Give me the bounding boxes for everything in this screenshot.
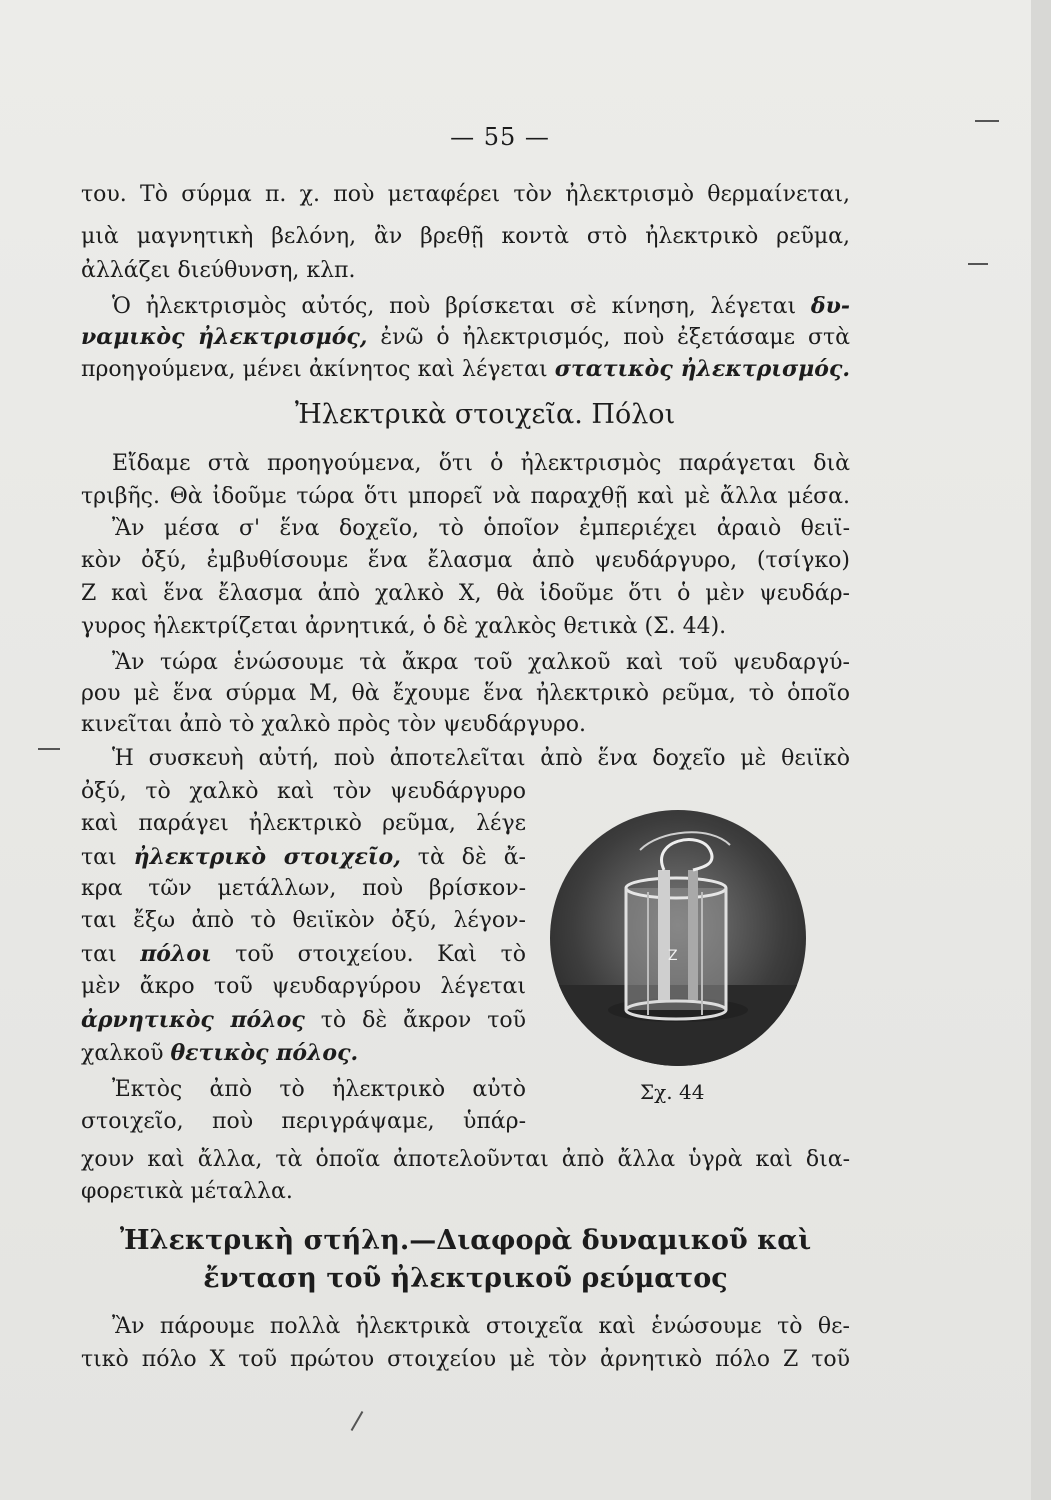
text-span: τὸ δὲ ἄκρον τοῦ [320,1008,526,1033]
text-span: Ὁ ἠλεκτρισμὸς αὐτός, ποὺ βρίσκεται σὲ κίνηση, λέγεται [112,294,797,319]
text-line: ρου μὲ ἕνα σύρμα Μ, θὰ ἔχουμε ἕνα ἠλεκτρικὸ ρεῦμα, τὸ ὁποῖο [81,681,850,706]
text-line: καὶ παράγει ἠλεκτρικὸ ρεῦμα, λέγε [81,811,526,836]
battery-cell-illustration [550,810,806,1066]
margin-mark [975,120,999,122]
text-line: κρα τῶν μετάλλων, ποὺ βρίσκον- [81,876,526,901]
text-line: χουν καὶ ἄλλα, τὰ ὁποῖα ἀποτελοῦνται ἀπὸ ἄλλα ὑγρὰ καὶ δια- [81,1147,850,1172]
text-line: Ἂν τώρα ἑνώσουμε τὰ ἄκρα τοῦ χαλκοῦ καὶ τοῦ ψευδαργύ- [112,650,850,675]
text-line: μιὰ μαγνητικὴ βελόνη, ἂν βρεθῇ κοντὰ στὸ ἠλεκτρικὸ ρεῦμα, [81,224,850,249]
text-line [81,1005,526,1036]
page-number: — 55 — [450,123,550,151]
text-line: τριβῆς. Θὰ ἰδοῦμε τώρα ὅτι μπορεῖ νὰ παραχθῇ καὶ μὲ ἄλλα μέσα. [81,484,850,509]
text-line: Ἂν πάρουμε πολλὰ ἠλεκτρικὰ στοιχεῖα καὶ ἑνώσουμε τὸ θε- [112,1314,850,1339]
margin-mark [38,748,60,750]
text-span: ται [81,942,117,967]
text-line: Ζ καὶ ἕνα ἔλασμα ἀπὸ χαλκὸ Χ, θὰ ἰδοῦμε ὅτι ὁ μὲν ψευδάρ- [81,581,850,606]
margin-mark [968,263,988,265]
term: ναμικὸς ἠλεκτρισμός, [81,324,368,350]
text-line: στοιχεῖο, ποὺ περιγράψαμε, ὑπάρ- [81,1109,526,1134]
text-line [81,939,526,970]
text-line: μὲν ἄκρο τοῦ ψευδαργύρου λέγεται [81,974,526,999]
text-line: ται ἔξω ἀπὸ τὸ θειϊκὸν ὀξύ, λέγον- [81,908,526,933]
margin-mark [351,1411,364,1431]
section-heading: Ἠλεκτρικὴ στήλη.—Διαφορὰ δυναμικοῦ καὶ [119,1225,812,1256]
term: θετικὸς πόλος. [170,1040,359,1066]
text-line [81,1038,526,1069]
page-edge [1031,0,1051,1500]
text-line: Ἡ συσκευὴ αὐτή, ποὺ ἀποτελεῖται ἀπὸ ἕνα δοχεῖο μὲ θειϊκὸ [112,746,850,771]
term: στατικὸς ἠλεκτρισμός. [554,356,850,382]
term: δυ- [810,293,850,319]
text-line: ἀλλάζει διεύθυνση, κλπ. [81,258,356,283]
term: ἀρνητικὸς πόλος [81,1007,305,1033]
text-span: τὰ δὲ ἄ- [417,845,526,870]
text-line: κὸν ὀξύ, ἐμβυθίσουμε ἕνα ἔλασμα ἀπὸ ψευδάργυρο, (τσίγκο) [81,548,850,573]
text-line [81,322,850,353]
section-heading: Ἠλεκτρικὰ στοιχεῖα. Πόλοι [294,399,676,430]
text-line: Ἂν μέσα σ' ἕνα δοχεῖο, τὸ ὁποῖον ἐμπεριέχει ἀραιὸ θειϊ- [112,516,850,541]
figure-caption: Σχ. 44 [640,1080,705,1104]
term: ἠλεκτρικὸ στοιχεῖο, [133,844,401,870]
text-line: Εἴδαμε στὰ προηγούμενα, ὅτι ὁ ἠλεκτρισμὸς παράγεται διὰ [112,451,850,476]
figure-battery-cell [550,810,806,1066]
text-line [112,291,850,322]
section-heading: ἔνταση τοῦ ἠλεκτρικοῦ ρεύματος [203,1263,728,1294]
term: πόλοι [140,941,212,967]
text-span: χαλκοῦ [81,1041,164,1066]
text-line: φορετικὰ μέταλλα. [81,1179,293,1204]
text-span: ται [81,845,117,870]
text-line: κινεῖται ἀπὸ τὸ χαλκὸ πρὸς τὸν ψευδάργυρο. [81,712,586,737]
text-span: προηγούμενα, μένει ἀκίνητος καὶ λέγεται [81,357,548,382]
text-line [81,842,526,873]
svg-text:Z: Z [668,948,678,964]
text-line: γυρος ἠλεκτρίζεται ἀρνητικά, ὁ δὲ χαλκὸς θετικὰ (Σ. 44). [81,614,727,639]
text-line: Ἐκτὸς ἀπὸ τὸ ἠλεκτρικὸ αὐτὸ [112,1077,526,1102]
text-span: ἐνῶ ὁ ἠλεκτρισμός, ποὺ ἐξετάσαμε στὰ [380,325,850,350]
text-line [81,354,850,385]
text-line: του. Τὸ σύρμα π. χ. ποὺ μεταφέρει τὸν ἠλεκτρισμὸ θερμαίνεται, [81,182,850,207]
text-line: τικὸ πόλο Χ τοῦ πρώτου στοιχείου μὲ τὸν ἀρνητικὸ πόλο Ζ τοῦ [81,1347,850,1372]
text-line: ὀξύ, τὸ χαλκὸ καὶ τὸν ψευδάργυρο [81,779,526,804]
text-span: τοῦ στοιχείου. Καὶ τὸ [235,942,526,967]
